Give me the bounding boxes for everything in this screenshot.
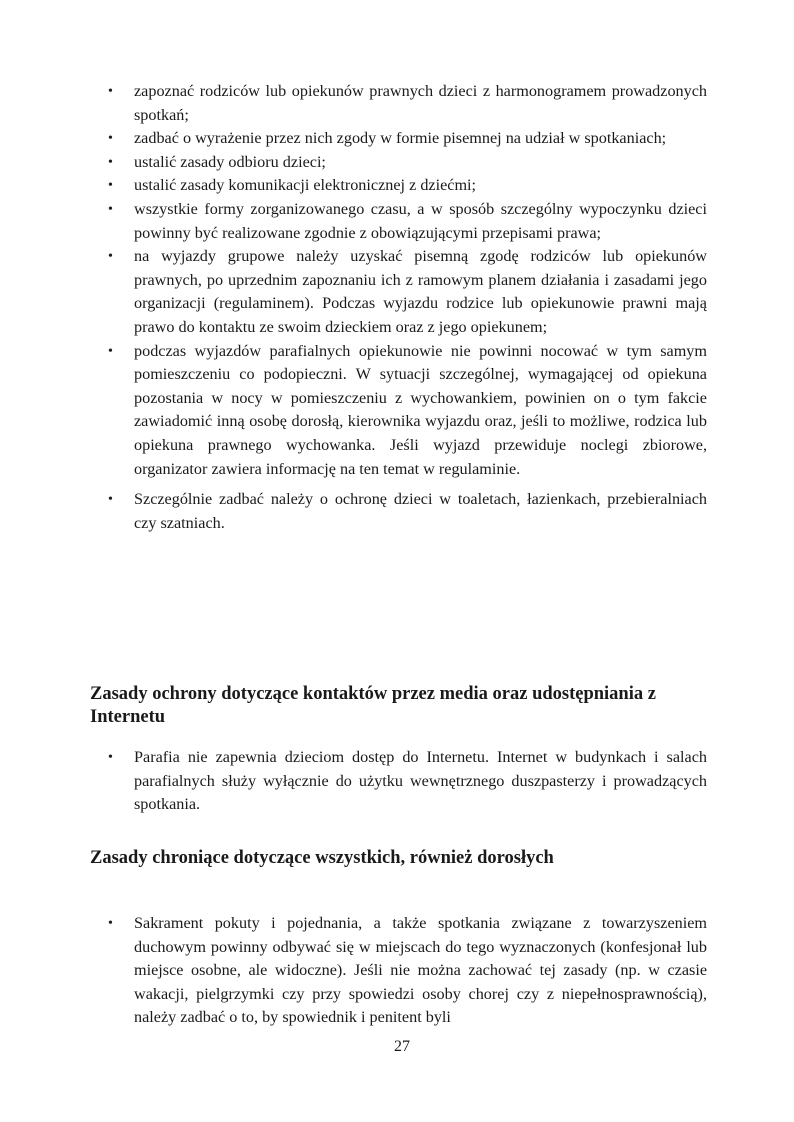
bullet-list-rules (108, 80, 707, 535)
list-item: • Szczególnie zadbać należy o ochronę dzieci w toaletach, łazienkach, przebieralniach czy szatniach. (108, 488, 707, 535)
bullet-list-adults (108, 912, 707, 1030)
list-item: • wszystkie formy zorganizowanego czasu, a w sposób szczególny wypoczynku dzieci powinny być realizowane zgodnie z obowiązującymi przepisami prawa; (108, 198, 707, 245)
bullet-list-media (108, 746, 707, 817)
section-heading-media: Zasady ochrony dotyczące kontaktów przez media oraz udostępniania z Internetu (90, 684, 656, 727)
list-item: • Parafia nie zapewnia dzieciom dostęp do Internetu. Internet w budynkach i salach parafialnych służy wyłącznie do użytku wewnętrznego duszpasterzy i prowadzących spotkania. (108, 746, 707, 817)
page-number: 27 (394, 1038, 410, 1055)
list-item: • zadbać o wyrażenie przez nich zgody w formie pisemnej na udział w spotkaniach; (108, 127, 707, 151)
list-item: • ustalić zasady komunikacji elektronicznej z dziećmi; (108, 174, 707, 198)
page-number-container (0, 1038, 794, 1056)
list-item: • zapoznać rodziców lub opiekunów prawnych dzieci z harmonogramem prowadzonych spotkań; (108, 80, 707, 127)
list-item: • ustalić zasady odbioru dzieci; (108, 151, 707, 175)
list-item: • na wyjazdy grupowe należy uzyskać pisemną zgodę rodziców lub opiekunów prawnych, po uprzednim zapoznaniu ich z ramowym planem działania i zasadami jego organizacji (regulaminem). Podczas wyjazdu rodzice lub opiekunowie prawni mają prawo do kontaktu ze swoim dzieckiem oraz z jego opiekunem; (108, 245, 707, 339)
list-item: • Sakrament pokuty i pojednania, a także spotkania związane z towarzyszeniem duchowym powinny odbywać się w miejscach do tego wyznaczonych (konfesjonał lub miejsce osobne, ale widoczne). Jeśli nie można zachować tej zasady (np. w czasie wakacji, pielgrzymki czy przy spowiedzi osoby chorej czy z niepełnosprawnością), należy zadbać o to, by spowiednik i penitent byli (108, 912, 707, 1030)
list-item: • podczas wyjazdów parafialnych opiekunowie nie powinni nocować w tym samym pomieszczeniu co podopieczni. W sytuacji szczególnej, wymagającej od opiekuna pozostania w nocy w pomieszczeniu z wychowankiem, powinien on o tym fakcie zawiadomić inną osobę dorosłą, kierownika wyjazdu oraz, jeśli to możliwe, rodzica lub opiekuna prawnego wychowanka. Jeśli wyjazd przewiduje noclegi zbiorowe, organizator zawiera informację na ten temat w regulaminie. (108, 340, 707, 482)
section-heading-adults: Zasady chroniące dotyczące wszystkich, również dorosłych (90, 848, 554, 868)
